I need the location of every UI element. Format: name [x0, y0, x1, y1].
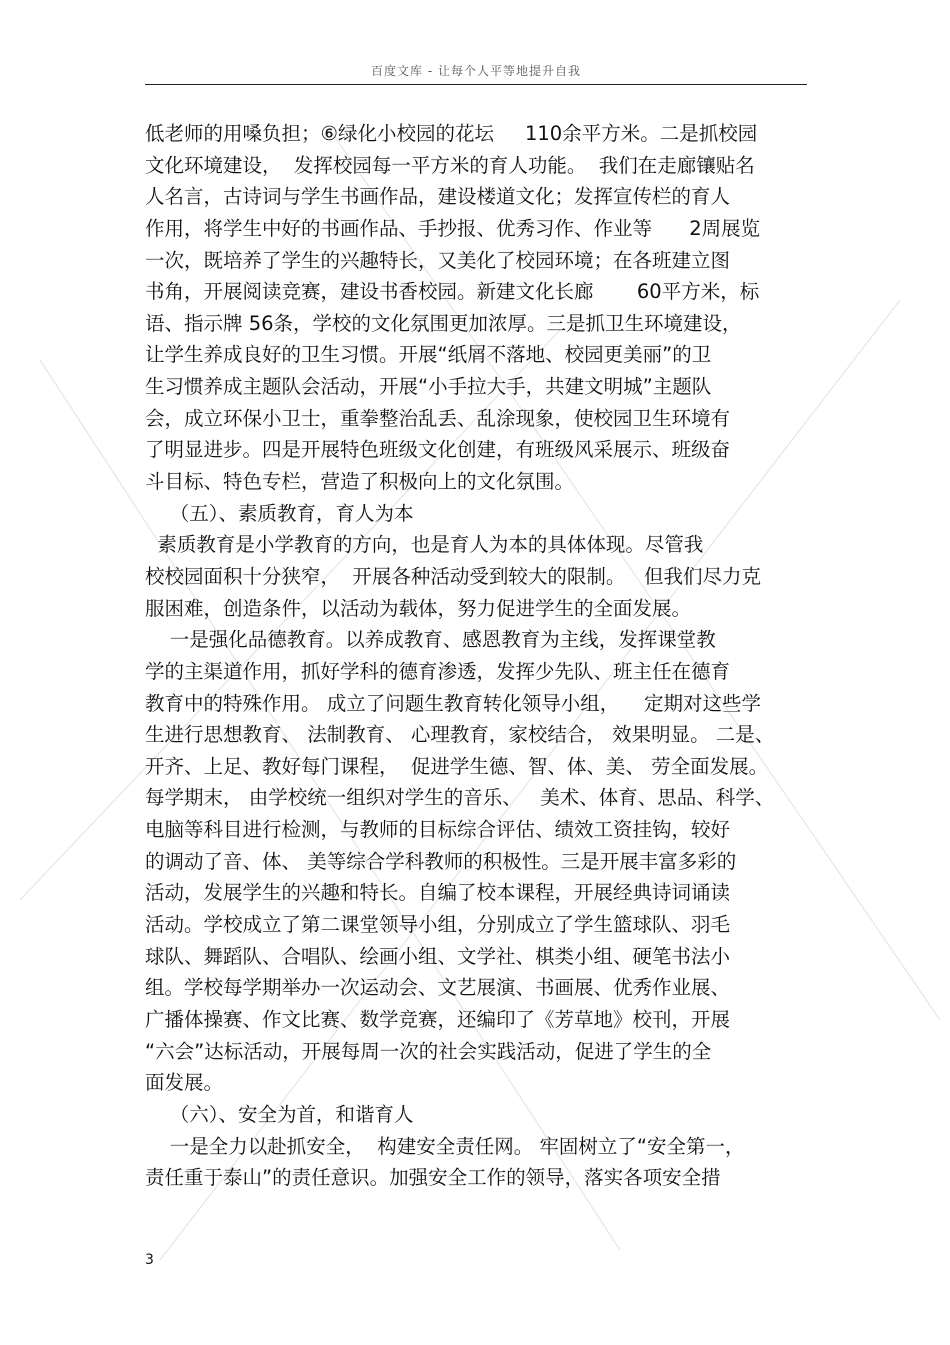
text-line: 电脑等科目进行检测，与教师的目标综合评估、绩效工资挂钩，较好: [145, 818, 731, 842]
text-line: 了明显进步。四是开展特色班级文化创建，有班级风采展示、班级奋: [145, 438, 731, 462]
page-header: 百度文库 - 让每个人平等地提升自我: [371, 64, 581, 78]
text-line: 开齐、上足、教好每门课程， 促进学生德、智、体、美、 劳全面发展。: [145, 754, 769, 778]
text-line: 一是强化品德教育。以养成教育、感恩教育为主线，发挥课堂教: [145, 628, 716, 652]
text-line: 活动，发展学生的兴趣和特长。自编了校本课程，开展经典诗词诵读: [145, 881, 731, 905]
text-line: 让学生养成良好的卫生习惯。开展“纸屑不落地、校园更美丽”的卫: [145, 343, 712, 367]
text-line: 服困难，创造条件，以活动为载体，努力促进学生的全面发展。: [145, 596, 692, 620]
text-line: 球队、舞蹈队、合唱队、绘画小组、文学社、棋类小组、硬笔书法小: [145, 944, 731, 968]
text-line: 广播体操赛、作文比赛、数学竞赛，还编印了《芳草地》校刊，开展: [145, 1007, 731, 1031]
text-line: 一是全力以赴抓安全， 构建安全责任网。 牢固树立了“安全第一，: [145, 1134, 745, 1158]
text-line: 活动。学校成立了第二课堂领导小组，分别成立了学生篮球队、羽毛: [145, 913, 731, 937]
text-line: 作用，将学生中好的书画作品、手抄报、优秀习作、作业等 2周展览: [145, 216, 761, 240]
text-line: 面发展。: [145, 1071, 224, 1095]
text-line: 责任重于泰山”的责任意识。加强安全工作的领导，落实各项安全措: [145, 1166, 721, 1190]
text-line: 校校园面积十分狭窄， 开展各种活动受到较大的限制。 但我们尽力克: [145, 564, 761, 588]
body-text: [145, 118, 815, 1194]
text-line: 文化环境建设， 发挥校园每一平方米的育人功能。 我们在走廊镶贴名: [145, 153, 755, 177]
text-line: 的调动了音、体、 美等综合学科教师的积极性。三是开展丰富多彩的: [145, 849, 737, 873]
text-line: 书角，开展阅读竞赛，建设书香校园。新建文化长廊 60平方米，标: [145, 280, 760, 304]
text-line: 每学期末， 由学校统一组织对学生的音乐、 美术、体育、思品、科学、: [145, 786, 775, 810]
text-line: 素质教育是小学教育的方向，也是育人为本的具体体现。尽管我: [145, 533, 704, 557]
text-line: （五）、素质教育，育人为本: [145, 501, 414, 525]
text-line: 一次，既培养了学生的兴趣特长，又美化了校园环境；在各班建立图: [145, 248, 731, 272]
text-line: （六）、安全为首，和谐育人: [145, 1102, 414, 1126]
text-line: 生进行思想教育、 法制教育、 心理教育，家校结合， 效果明显。 二是、: [145, 723, 775, 747]
text-line: “六会”达标活动，开展每周一次的社会实践活动，促进了学生的全: [145, 1039, 712, 1063]
text-line: 语、指示牌 56条，学校的文化氛围更加浓厚。三是抓卫生环境建设，: [145, 311, 742, 335]
text-line: 生习惯养成主题队会活动，开展“小手拉大手，共建文明城”主题队: [145, 375, 712, 399]
text-line: 低老师的用嗓负担；⑥绿化小校园的花坛 110余平方米。二是抓校园: [145, 122, 758, 145]
text-line: 教育中的特殊作用。 成立了问题生教育转化领导小组， 定期对这些学: [145, 691, 761, 715]
text-line: 学的主渠道作用，抓好学科的德育渗透，发挥少先队、班主任在德育: [145, 659, 731, 683]
text-line: 斗目标、特色专栏，营造了积极向上的文化氛围。: [145, 470, 575, 494]
text-line: 组。学校每学期举办一次运动会、文艺展演、书画展、优秀作业展、: [145, 976, 731, 1000]
header-divider: [145, 84, 807, 85]
text-line: 人名言，古诗词与学生书画作品，建设楼道文化；发挥宣传栏的育人: [145, 185, 731, 209]
text-line: 会，成立环保小卫士，重拳整治乱丢、乱涂现象，使校园卫生环境有: [145, 406, 731, 430]
page-number: 3: [145, 1252, 154, 1268]
